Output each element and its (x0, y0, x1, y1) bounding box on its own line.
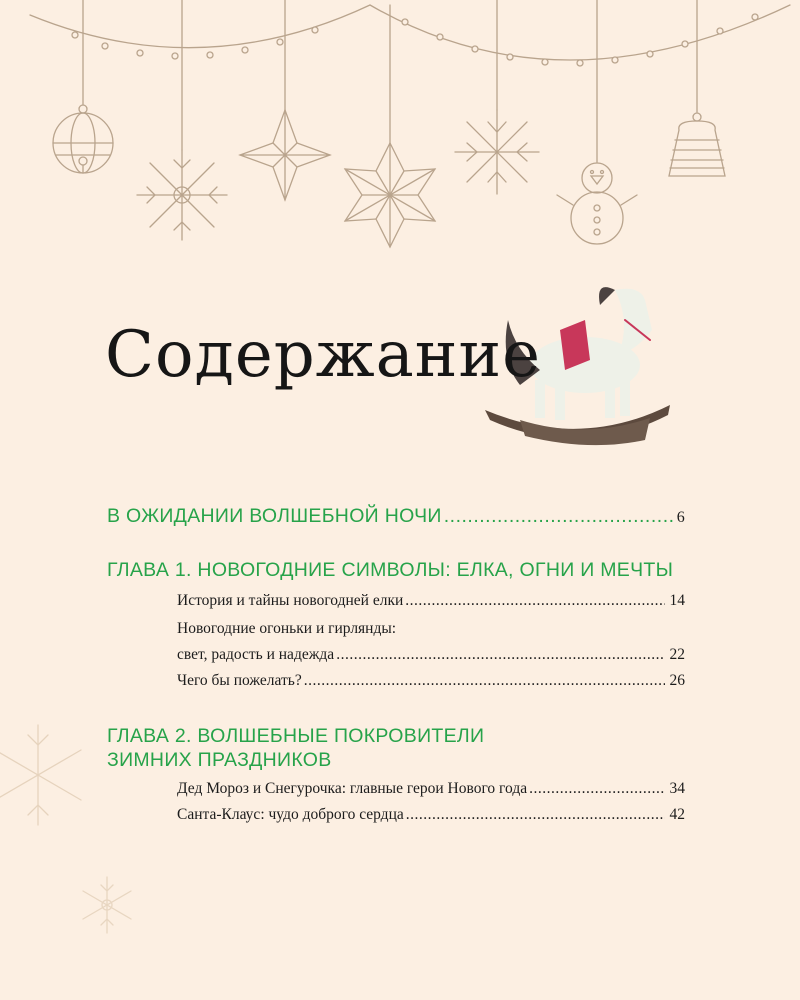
toc-page-number: 22 (669, 646, 685, 663)
chapter-1-title[interactable]: ГЛАВА 1. НОВОГОДНИЕ СИМВОЛЫ: ЕЛКА, ОГНИ И МЕЧТЫ (107, 559, 674, 581)
toc-leader-dots (405, 588, 665, 614)
snowflake-icon (137, 0, 227, 240)
toc-leader-dots (529, 776, 665, 802)
toc-page-number: 26 (669, 672, 685, 689)
toc-entry[interactable] (177, 642, 685, 668)
chapter-2-title[interactable] (107, 724, 685, 772)
snowflake-icon (455, 0, 539, 194)
toc-entry[interactable] (177, 588, 685, 614)
snowflake-icon (83, 877, 131, 933)
toc-entry-label-line1[interactable]: Новогодние огоньки и гирлянды: (177, 620, 397, 637)
toc-page-number: 34 (669, 780, 685, 797)
toc-entry-label: Чего бы пожелать? (177, 672, 302, 689)
toc-entry[interactable] (177, 668, 685, 694)
toc-entry-label: свет, радость и надежда (177, 646, 335, 663)
toc-entry-intro[interactable] (107, 504, 685, 530)
toc-entry[interactable] (177, 802, 685, 828)
toc-page-number: 42 (669, 806, 685, 823)
toc-leader-dots (444, 504, 675, 528)
toc-page-number: 6 (676, 509, 685, 526)
toc-leader-dots (304, 668, 665, 694)
toc-entry-label: Санта-Клаус: чудо доброго сердца (177, 806, 404, 823)
chapter-2-title-line2: ЗИМНИХ ПРАЗДНИКОВ (107, 749, 332, 771)
toc-leader-dots (406, 802, 665, 828)
snowflake-icon (0, 725, 81, 825)
page-title: Содержание (105, 318, 541, 392)
toc-entry-label: Дед Мороз и Снегурочка: главные герои Нового года (177, 780, 528, 797)
toc-page-number: 14 (669, 592, 685, 609)
table-of-contents (107, 504, 685, 828)
chapter-2-title-line1: ГЛАВА 2. ВОЛШЕБНЫЕ ПОКРОВИТЕЛИ (107, 725, 485, 747)
toc-leader-dots (336, 642, 665, 668)
bell-ornament-icon (53, 0, 113, 173)
toc-entry-label: В ОЖИДАНИИ ВОЛШЕБНОЙ НОЧИ (107, 505, 442, 527)
toc-entry-label: История и тайны новогодней елки (177, 592, 404, 609)
toc-entry[interactable] (177, 776, 685, 802)
bell-icon (669, 0, 725, 176)
snowman-icon (557, 0, 637, 244)
star-ornament-icon (345, 5, 435, 247)
